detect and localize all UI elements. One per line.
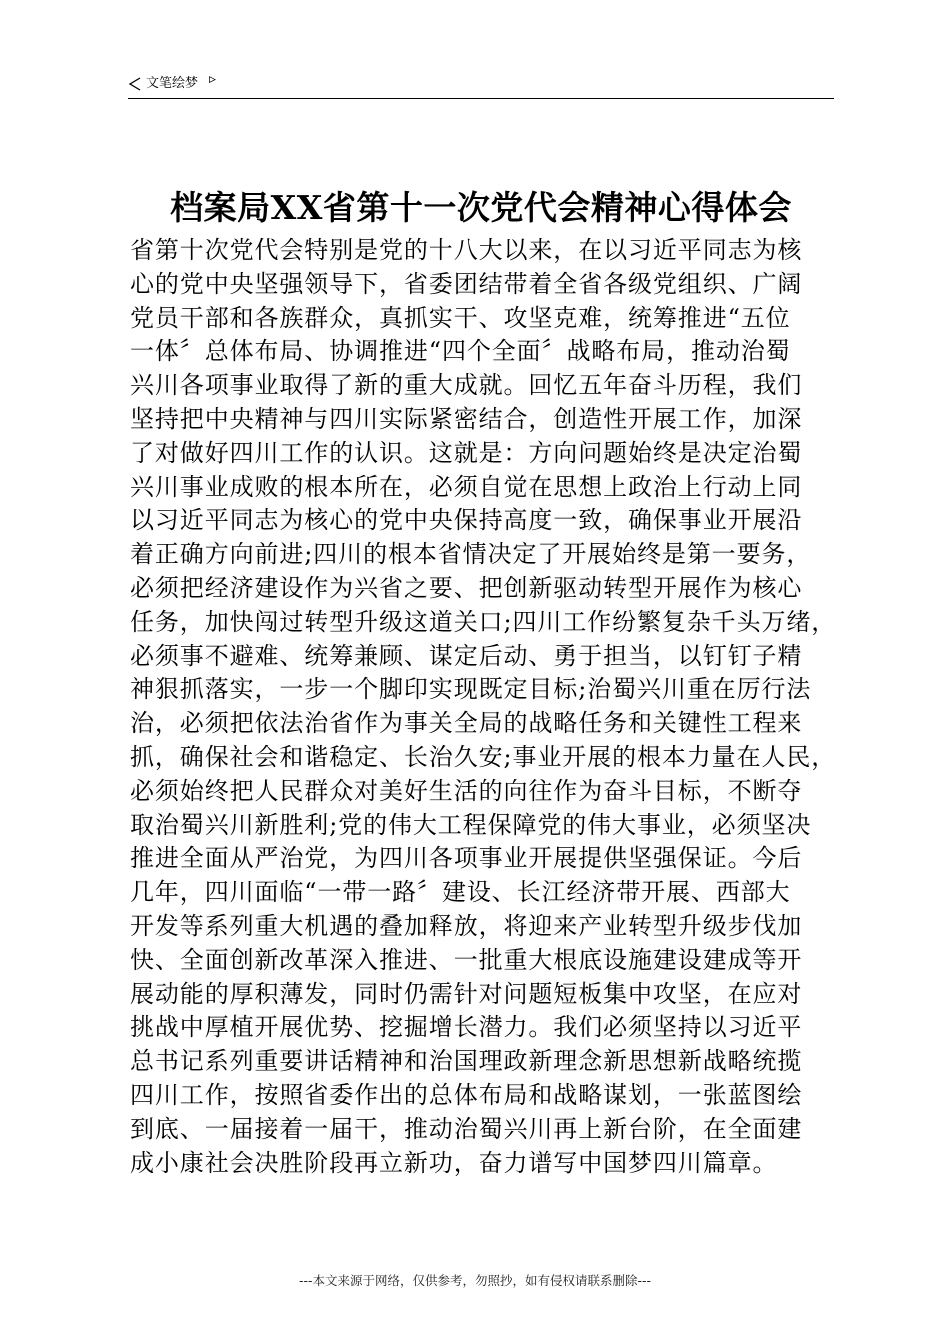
header-brand bbox=[128, 74, 218, 94]
body-line: 省第十次党代会特别是党的十八大以来，在以习近平同志为核 bbox=[130, 236, 803, 264]
footer-disclaimer: ---本文来源于网络，仅供参考，勿照抄，如有侵权请联系删除--- bbox=[298, 1273, 652, 1288]
document-title: 档案局XX省第十一次党代会精神心得体会 bbox=[170, 188, 792, 227]
body-line: 着正确方向前进;四川的根本省情决定了开展始终是第一要务， bbox=[130, 540, 812, 569]
body-line: 神狠抓落实，一步一个脚印实现既定目标;治蜀兴川重在厉行法 bbox=[130, 675, 812, 704]
body-line: 展动能的厚积薄发，同时仍需针对问题短板集中攻坚，在应对 bbox=[130, 979, 803, 1008]
body-line: 兴川各项事业取得了新的重大成就。回忆五年奋斗历程，我们 bbox=[130, 371, 803, 400]
body-line: 心的党中央坚强领导下，省委团结带着全省各级党组织、广阔 bbox=[130, 269, 803, 298]
body-line: 必须事不避难、统筹兼顾、谋定后动、勇于担当，以钉钉子精 bbox=[130, 641, 803, 670]
body-line: 坚持把中央精神与四川实际紧密结合，创造性开展工作，加深 bbox=[130, 404, 803, 433]
document-body bbox=[130, 234, 836, 1180]
body-line: 任务，加快闯过转型升级这道关口;四川工作纷繁复杂千头万绪， bbox=[130, 607, 837, 636]
body-line: 开发等系列重大机遇的叠加释放，将迎来产业转型升级步伐加 bbox=[130, 911, 803, 940]
body-line: 四川工作，按照省委作出的总体布局和战略谋划，一张蓝图绘 bbox=[130, 1080, 803, 1109]
body-line: 治，必须把依法治省作为事关全局的战略任务和关键性工程来 bbox=[130, 709, 803, 738]
body-line: 到底、一届接着一届干，推动治蜀兴川再上新台阶，在全面建 bbox=[130, 1114, 803, 1143]
body-line: 必须始终把人民群众对美好生活的向往作为奋斗目标，不断夺 bbox=[130, 776, 803, 805]
triangle-right-icon bbox=[208, 75, 218, 87]
body-line: 以习近平同志为核心的党中央保持高度一致，确保事业开展沿 bbox=[130, 506, 803, 535]
page-header bbox=[128, 74, 834, 99]
triangle-left-icon bbox=[128, 76, 142, 92]
body-line: 挑战中厚植开展优势、挖掘增长潜力。我们必须坚持以习近平 bbox=[130, 1013, 803, 1042]
body-line: 总书记系列重要讲话精神和治国理政新理念新思想新战略统揽 bbox=[130, 1047, 803, 1076]
body-line: 党员干部和各族群众，真抓实干、攻坚克难，统筹推进“五位 bbox=[130, 303, 791, 332]
body-line: 快、全面创新改革深入推进、一批重大根底设施建设建成等开 bbox=[130, 945, 803, 974]
brand-label: 文笔绘梦 bbox=[146, 76, 199, 91]
body-line: 几年，四川面临“一带一路〞建设、长江经济带开展、西部大 bbox=[130, 878, 791, 907]
body-line: 了对做好四川工作的认识。这就是：方向问题始终是决定治蜀 bbox=[130, 438, 803, 467]
body-line: 一体〞总体布局、协调推进“四个全面〞战略布局，推动治蜀 bbox=[130, 337, 791, 366]
body-line: 必须把经济建设作为兴省之要、把创新驱动转型开展作为核心 bbox=[130, 573, 803, 602]
body-line: 取治蜀兴川新胜利;党的伟大工程保障党的伟大事业，必须坚决 bbox=[130, 810, 812, 839]
body-line: 抓，确保社会和谐稳定、长治久安;事业开展的根本力量在人民， bbox=[130, 742, 837, 771]
body-line: 成小康社会决胜阶段再立新功，奋力谱写中国梦四川篇章。 bbox=[130, 1148, 778, 1177]
body-line: 推进全面从严治党，为四川各项事业开展提供坚强保证。今后 bbox=[130, 844, 803, 873]
body-line: 兴川事业成败的根本所在，必须自觉在思想上政治上行动上同 bbox=[130, 472, 803, 501]
